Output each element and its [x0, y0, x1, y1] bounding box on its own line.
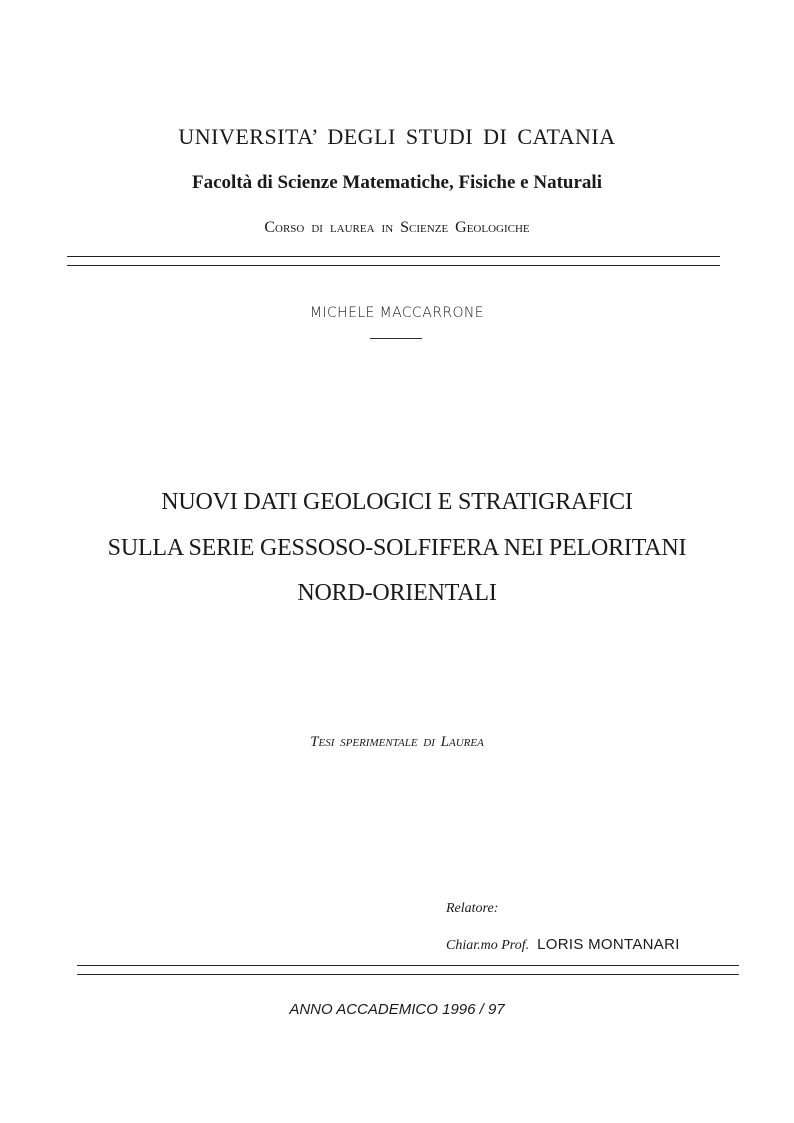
header-divider-lower: [67, 265, 720, 266]
thesis-type: Tesi sperimentale di Laurea: [310, 734, 484, 750]
author-underline: [370, 338, 422, 339]
course-name: Corso di laurea in Scienze Geologiche: [264, 219, 530, 236]
advisor-line: [446, 936, 680, 954]
advisor-name: LORIS MONTANARI: [537, 936, 680, 953]
advisor-title: Chiar.mo Prof.: [446, 938, 530, 953]
footer-divider-lower: [77, 974, 739, 975]
thesis-title-line-1: NUOVI DATI GEOLOGICI E STRATIGRAFICI: [161, 489, 633, 515]
faculty-name: Facoltà di Scienze Matematiche, Fisiche e Naturali: [192, 172, 602, 193]
university-name: UNIVERSITA’ DEGLI STUDI DI CATANIA: [178, 124, 616, 149]
academic-year: ANNO ACCADEMICO 1996 / 97: [289, 1001, 505, 1018]
author-name: MICHELE MACCARRONE: [310, 305, 484, 321]
footer-divider-upper: [77, 965, 739, 966]
advisor-label: Relatore:: [446, 901, 499, 916]
thesis-title-line-3: NORD-ORIENTALI: [297, 580, 497, 606]
header-divider-upper: [67, 256, 720, 257]
thesis-title-line-2: SULLA SERIE GESSOSO-SOLFIFERA NEI PELORITANI: [107, 535, 687, 561]
